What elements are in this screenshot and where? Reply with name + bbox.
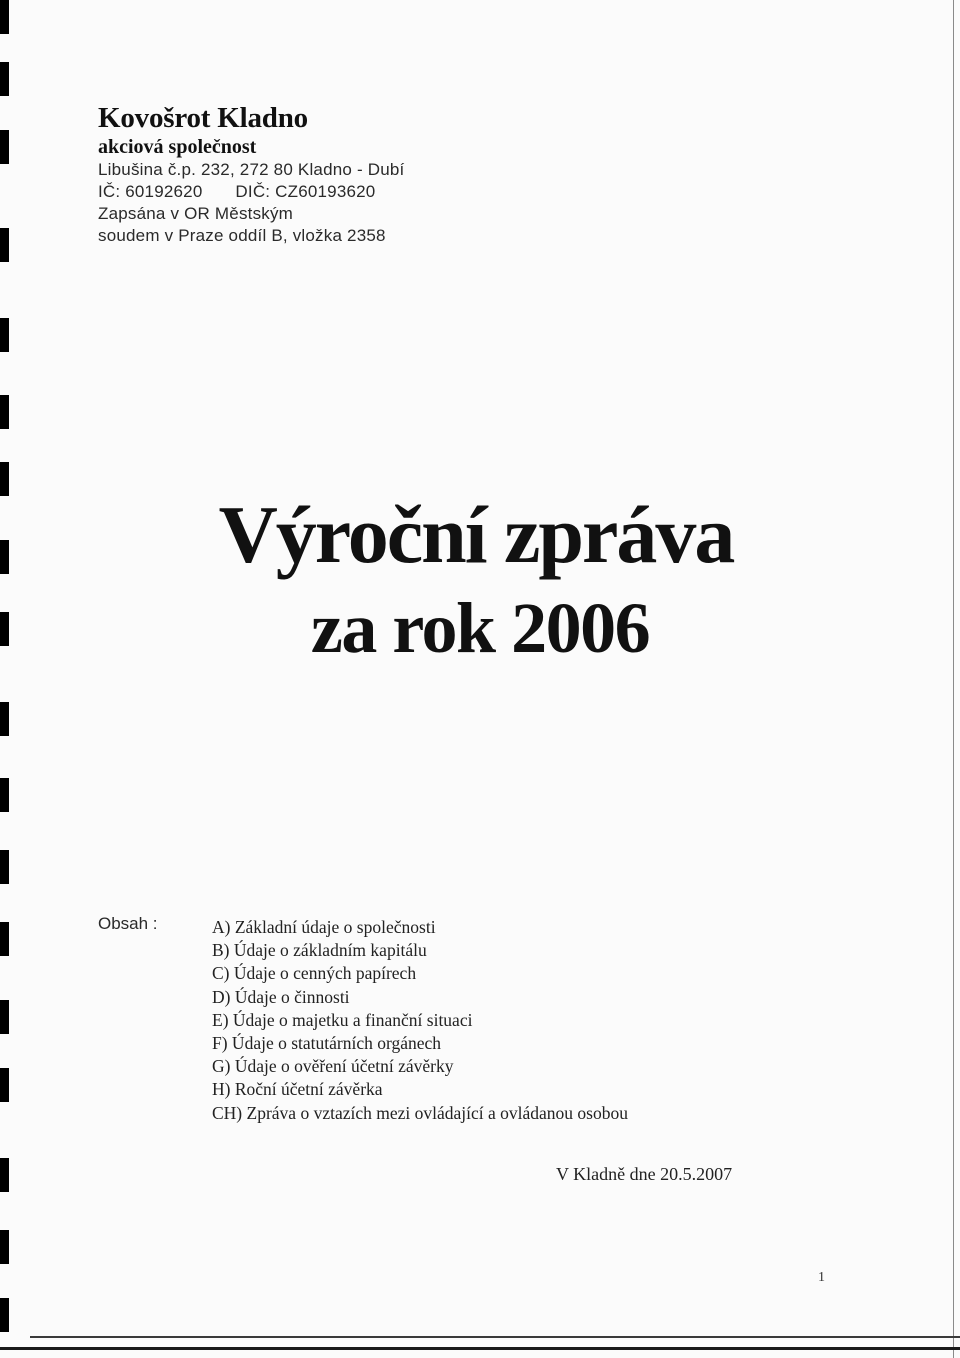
document-title bbox=[0, 490, 960, 670]
page-edge-bottom-shadow bbox=[0, 1347, 960, 1350]
contents-item: D) Údaje o činnosti bbox=[212, 986, 350, 1007]
binding-mark bbox=[0, 1068, 9, 1102]
binding-mark bbox=[0, 228, 9, 262]
binding-mark bbox=[0, 778, 9, 812]
binding-marks bbox=[0, 0, 14, 1358]
binding-mark bbox=[0, 1298, 9, 1332]
place-and-date: V Kladně dne 20.5.2007 bbox=[556, 1164, 733, 1184]
binding-mark bbox=[0, 395, 9, 429]
contents-item: C) Údaje o cenných papírech bbox=[212, 963, 417, 984]
contents-item: H) Roční účetní závěrka bbox=[212, 1079, 383, 1100]
company-header bbox=[98, 102, 404, 247]
contents-label: Obsah : bbox=[98, 914, 158, 933]
company-ids bbox=[98, 181, 404, 203]
company-name: Kovošrot Kladno bbox=[98, 102, 308, 134]
company-registration-2: soudem v Praze oddíl B, vložka 2358 bbox=[98, 226, 386, 245]
contents-item: F) Údaje o statutárních orgánech bbox=[212, 1033, 442, 1054]
binding-mark bbox=[0, 1000, 9, 1034]
binding-mark bbox=[0, 702, 9, 736]
title-line-1: Výroční zpráva bbox=[218, 489, 734, 580]
binding-mark bbox=[0, 130, 9, 164]
company-address: Libušina č.p. 232, 272 80 Kladno - Dubí bbox=[98, 160, 405, 179]
contents-item: E) Údaje o majetku a finanční situaci bbox=[212, 1009, 473, 1030]
company-dic: DIČ: CZ60193620 bbox=[235, 182, 376, 201]
binding-mark bbox=[0, 1158, 9, 1192]
binding-mark bbox=[0, 62, 9, 96]
contents-item: CH) Zpráva o vztazích mezi ovládající a ovládanou osobou bbox=[212, 1102, 628, 1123]
contents-item: G) Údaje o ověření účetní závěrky bbox=[212, 1056, 454, 1077]
contents-item: B) Údaje o základním kapitálu bbox=[212, 940, 427, 961]
binding-mark bbox=[0, 850, 9, 884]
contents-list bbox=[212, 916, 628, 1125]
page-edge-right bbox=[953, 0, 954, 1358]
company-ic: IČ: 60192620 bbox=[98, 182, 203, 201]
title-line-2: za rok 2006 bbox=[310, 588, 650, 668]
page-number: 1 bbox=[818, 1270, 825, 1285]
company-legal-form: akciová společnost bbox=[98, 136, 257, 158]
binding-mark bbox=[0, 318, 9, 352]
page-edge-bottom bbox=[30, 1336, 960, 1338]
company-registration-1: Zapsána v OR Městským bbox=[98, 204, 294, 223]
binding-mark bbox=[0, 1230, 9, 1264]
contents-item: A) Základní údaje o společnosti bbox=[212, 917, 436, 937]
binding-mark bbox=[0, 0, 9, 34]
binding-mark bbox=[0, 922, 9, 956]
